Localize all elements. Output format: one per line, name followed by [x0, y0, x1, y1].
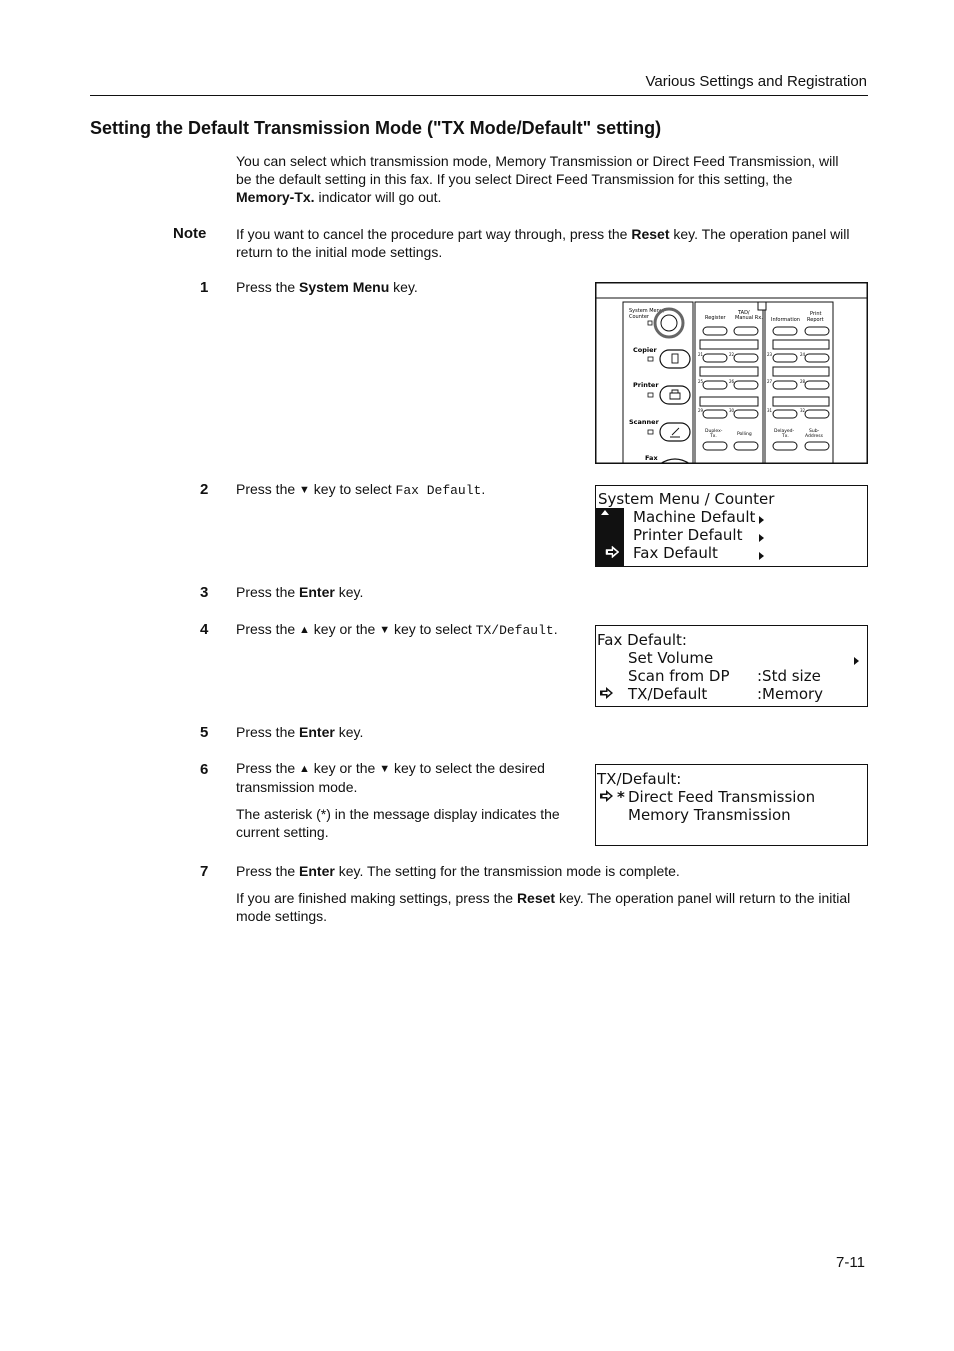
step-number: 7 [200, 863, 209, 880]
lcd-title: TX/Default: [597, 770, 682, 788]
duplex-label: Duplex- [705, 429, 723, 434]
lcd-item[interactable]: Printer Default [633, 526, 743, 544]
delayed-label: Delayed- [774, 429, 795, 434]
tad-label: TAD/ [738, 310, 750, 316]
up-triangle-icon: ▲ [299, 624, 310, 636]
submenu-arrow-icon [759, 516, 764, 524]
svg-text:Manual Rx.: Manual Rx. [735, 315, 763, 321]
down-triangle-icon: ▼ [299, 484, 310, 496]
intro-line-3: Memory-Tx. indicator will go out. [236, 189, 442, 205]
svg-text:Tx.: Tx. [710, 434, 717, 439]
lcd-item[interactable]: Scan from DP [628, 667, 730, 685]
step-2-text: Press the ▼ key to select Fax Default. [236, 481, 486, 498]
scanner-label: Scanner [629, 418, 659, 426]
memory-tx-bold: Memory-Tx. [236, 189, 315, 205]
copier-label: Copier [633, 346, 657, 354]
svg-text:Counter: Counter [629, 314, 649, 320]
svg-text:Tx.: Tx. [782, 434, 789, 439]
register-label: Register [705, 315, 726, 321]
svg-text:26: 26 [729, 379, 735, 384]
svg-text:23: 23 [767, 352, 773, 357]
cursor-arrow-icon [605, 545, 621, 559]
svg-text:32: 32 [800, 408, 806, 413]
header-rule [90, 95, 868, 96]
down-triangle-icon: ▼ [379, 624, 391, 636]
information-label: Information [771, 317, 800, 323]
svg-text:Address: Address [805, 434, 823, 439]
step-3-text: Press the Enter key. [236, 584, 364, 600]
step-number: 3 [200, 584, 209, 601]
svg-text:21: 21 [698, 352, 704, 357]
lcd-title: Fax Default: [597, 631, 687, 649]
intro-paragraph [236, 152, 868, 206]
lcd-item[interactable]: Fax Default [633, 544, 718, 562]
polling-label: Polling [737, 432, 752, 437]
lcd-item[interactable]: Machine Default [633, 508, 756, 526]
lcd-item-value: :Memory [757, 685, 824, 703]
lcd-item[interactable]: Memory Transmission [628, 806, 791, 824]
step-4-text: Press the ▲ key or the ▼ key to select TX/Default. [236, 621, 558, 638]
lcd-item[interactable]: Direct Feed Transmission [628, 788, 816, 806]
lcd-item[interactable]: Set Volume [628, 649, 714, 667]
running-header: Various Settings and Registration [645, 73, 867, 90]
print-report-label: Print [810, 311, 822, 317]
scroll-up-icon [600, 509, 610, 517]
step-number: 2 [200, 481, 209, 498]
printer-label: Printer [633, 381, 659, 389]
svg-text:25: 25 [698, 379, 704, 384]
intro-line-2: be the default setting in this fax. If you select Direct Feed Transmission for this setting, the [236, 171, 793, 187]
note-text [236, 225, 868, 261]
svg-text:27: 27 [767, 379, 773, 384]
lcd-display-system-menu [595, 485, 868, 567]
intro-line-1: You can select which transmission mode, Memory Transmission or Direct Feed Transmission, will [236, 153, 839, 169]
lcd-item[interactable]: TX/Default [628, 685, 708, 703]
system-menu-label: System Menu/ [629, 308, 665, 314]
note-label: Note [173, 225, 207, 242]
current-setting-asterisk: * [617, 788, 625, 806]
svg-text:22: 22 [729, 352, 735, 357]
step-7-text: Press the Enter key. The setting for the transmission mode is complete. If you are finished making settings, press the Reset key. The operation panel will return to the initial mode settings. [236, 863, 851, 924]
submenu-arrow-icon [854, 657, 859, 665]
section-title: Setting the Default Transmission Mode ("TX Mode/Default" setting) [90, 118, 662, 138]
up-triangle-icon: ▲ [299, 763, 310, 775]
submenu-arrow-icon [759, 552, 764, 560]
note-line-2: return to the initial mode settings. [236, 244, 443, 260]
fax-label: Fax [645, 454, 658, 462]
lcd-display-tx-default [595, 764, 868, 846]
page-number: 7-11 [836, 1254, 865, 1271]
lcd-item-value: :Std size [757, 667, 821, 685]
svg-text:30: 30 [729, 408, 735, 413]
cursor-arrow-icon [599, 789, 615, 803]
lcd-title: System Menu / Counter [598, 490, 775, 508]
submenu-arrow-icon [759, 534, 764, 542]
svg-text:28: 28 [800, 379, 806, 384]
svg-text:24: 24 [800, 352, 806, 357]
note-line-1: If you want to cancel the procedure part way through, press the Reset key. The operation panel will [236, 226, 850, 242]
step-5-text: Press the Enter key. [236, 724, 364, 740]
step-6-text: Press the ▲ key or the ▼ key to select the desired transmission mode. The asterisk (*) in the message display indicates the current setting. [236, 760, 560, 840]
step-number: 5 [200, 724, 209, 741]
svg-text:31: 31 [767, 408, 773, 413]
subaddress-label: Sub- [809, 429, 820, 434]
step-number: 1 [200, 279, 209, 296]
svg-text:Report: Report [807, 317, 824, 323]
cursor-arrow-icon [599, 686, 615, 700]
svg-text:29: 29 [698, 408, 704, 413]
down-triangle-icon: ▼ [379, 763, 391, 775]
lcd-display-fax-default [595, 625, 868, 707]
operation-panel-illustration [595, 282, 868, 464]
step-1-text: Press the System Menu key. [236, 279, 418, 295]
step-number: 4 [200, 621, 209, 638]
step-number: 6 [200, 761, 209, 778]
